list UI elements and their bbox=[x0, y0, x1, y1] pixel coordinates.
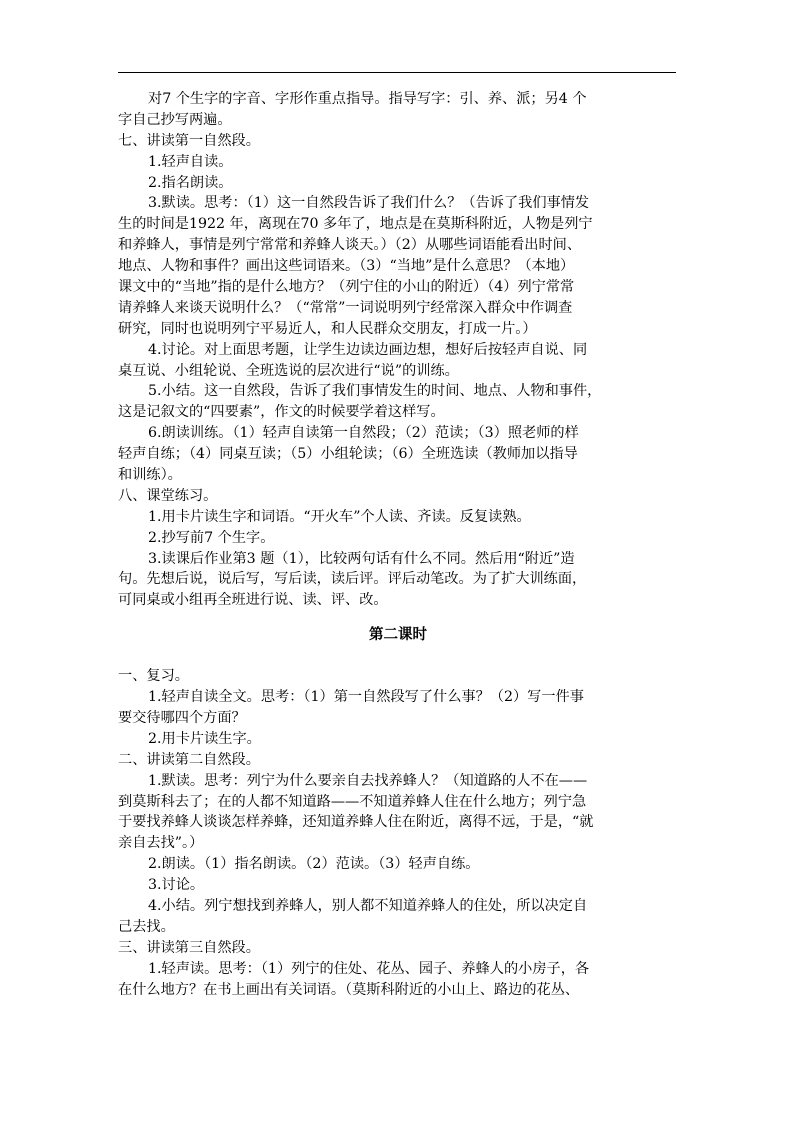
section-title: 第二课时 bbox=[369, 626, 427, 644]
text-line: 4.讨论。对上面思考题，让学生边读边画边想，想好后按轻声自说、同 bbox=[148, 341, 588, 358]
text-line: 对7 个生字的字音、字形作重点指导。指导写字：引、养、派；另4 个 bbox=[148, 91, 587, 107]
text-line: 句。先想后说，说后写，写后读，读后评。评后动笔改。为了扩大训练面， bbox=[118, 571, 587, 588]
text-line: 2.指名朗读。 bbox=[148, 174, 233, 191]
text-line: 1.用卡片读生字和词语。“开火车”个人读、齐读。反复读熟。 bbox=[148, 508, 531, 525]
text-line: 到莫斯科去了；在的人都不知道路——不知道养蜂人住在什么地方；列宁急 bbox=[118, 793, 587, 810]
text-line: 2.用卡片读生字。 bbox=[148, 730, 261, 747]
text-line: 3.读课后作业第3 题（1），比较两句话有什么不同。然后用“附近”造 bbox=[148, 550, 575, 567]
text-line: 地点、人物和事件？画出这些词语来。（3）“当地”是什么意思？（本地） bbox=[118, 258, 575, 275]
text-line: 生的时间是1922 年，离现在70 多年了，地点是在莫斯科附近，人物是列宁 bbox=[118, 216, 593, 233]
text-line: 可同桌或小组再全班进行说、读、评、改。 bbox=[118, 592, 388, 609]
text-line: 二、讲读第二自然段。 bbox=[118, 751, 260, 768]
text-line: 要交待哪四个方面？ bbox=[118, 709, 246, 726]
header-rule bbox=[118, 72, 676, 73]
lesson-part-one bbox=[118, 89, 678, 611]
text-line: 1.默读。思考：列宁为什么要亲自去找养蜂人？（知道路的人不在—— bbox=[148, 772, 588, 789]
text-line: 八、课堂练习。 bbox=[118, 487, 218, 504]
text-line: 这是记叙文的“四要素”，作文的时候要学着这样写。 bbox=[118, 404, 445, 421]
text-line: 2.朗读。（1）指名朗读。（2）范读。（3）轻声自练。 bbox=[148, 856, 480, 873]
text-line: 3.讨论。 bbox=[148, 877, 205, 894]
text-line: 亲自去找”。） bbox=[118, 835, 204, 852]
text-line: 在什么地方？在书上画出有关词语。（莫斯科附近的小山上、路边的花丛、 bbox=[118, 981, 580, 998]
text-line: 和训练）。 bbox=[118, 467, 182, 484]
document-body bbox=[118, 89, 678, 1000]
text-line: 轻声自练；（4）同桌互读；（5）小组轮读；（6）全班选读（教师加以指导 bbox=[118, 446, 578, 463]
text-line: 字自己抄写两遍。 bbox=[118, 111, 232, 128]
text-line: 4.小结。列宁想找到养蜂人，别人都不知道养蜂人的住处，所以决定自 bbox=[148, 897, 588, 914]
text-line: 研究，同时也说明列宁平易近人，和人民群众交朋友，打成一片。） bbox=[118, 320, 537, 337]
text-line: 6.朗读训练。（1）轻声自读第一自然段；（2）范读；（3）照老师的样 bbox=[148, 425, 579, 442]
text-line: 2.抄写前7 个生字。 bbox=[148, 529, 275, 546]
text-line: 于要找养蜂人谈谈怎样养蜂，还知道养蜂人住在附近，离得不远，于是，“就 bbox=[118, 814, 594, 831]
text-line: 请养蜂人来谈天说明什么？（“常常”一词说明列宁经常深入群众中作调查 bbox=[118, 299, 573, 316]
text-line: 七、讲读第一自然段。 bbox=[118, 132, 260, 149]
lesson-part-two bbox=[118, 666, 678, 1000]
text-line: 三、讲读第三自然段。 bbox=[118, 939, 260, 956]
text-line: 5.小结。这一自然段，告诉了我们事情发生的时间、地点、人物和事件， bbox=[148, 383, 602, 400]
text-line: 1.轻声读。思考：（1）列宁的住处、花丛、园子、养蜂人的小房子，各 bbox=[148, 960, 590, 977]
text-line: 一、复习。 bbox=[118, 668, 189, 685]
text-line: 己去找。 bbox=[118, 918, 175, 935]
text-line: 1.轻声自读。 bbox=[148, 153, 233, 170]
text-line: 和养蜂人，事情是列宁常常和养蜂人谈天。）（2）从哪些词语能看出时间、 bbox=[118, 237, 582, 254]
text-line: 1.轻声自读全文。思考：（1）第一自然段写了什么事？（2）写一件事 bbox=[148, 689, 584, 706]
text-line: 课文中的“当地”指的是什么地方？（列宁住的小山的附近）（4）列宁常常 bbox=[118, 279, 575, 296]
text-line: 3.默读。思考：（1）这一自然段告诉了我们什么？（告诉了我们事情发 bbox=[148, 195, 590, 212]
text-line: 桌互说、小组轮说、全班选说的层次进行“说”的训练。 bbox=[118, 362, 459, 379]
